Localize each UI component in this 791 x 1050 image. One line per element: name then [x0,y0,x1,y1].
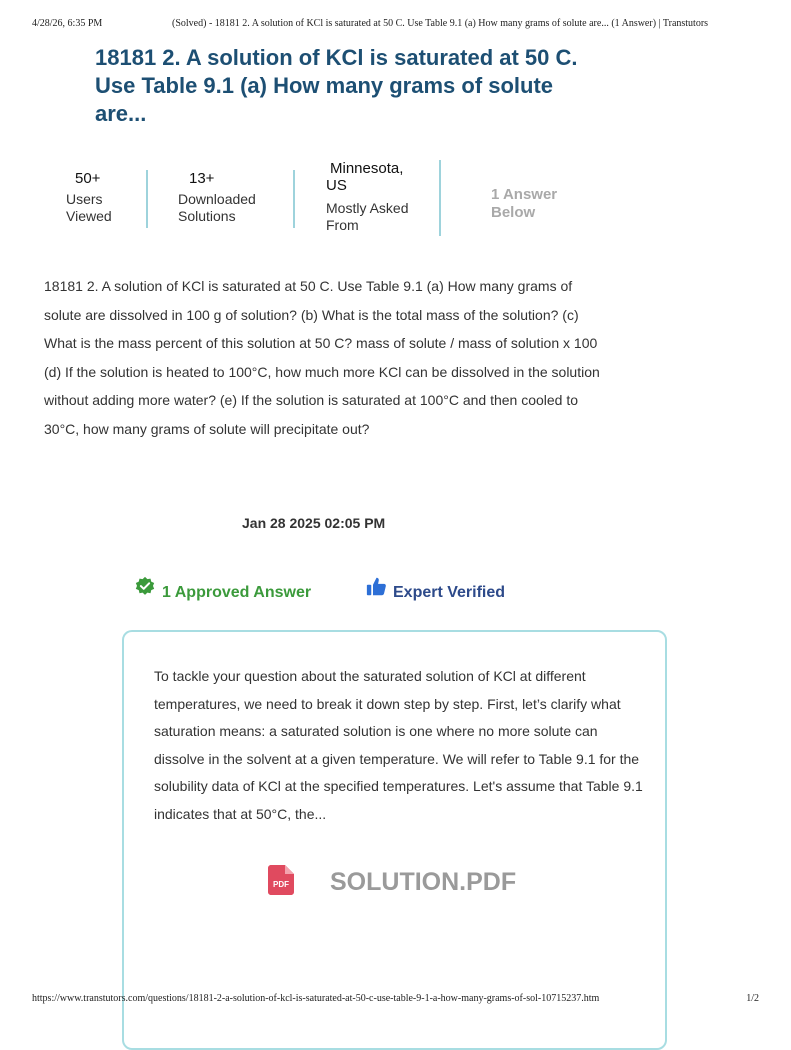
stat-location [326,160,426,234]
check-badge-icon [134,576,156,603]
print-page-number: 1/2 [746,993,759,1004]
stat-divider [439,160,441,236]
location-label: Mostly Asked From [326,200,409,233]
stat-divider [293,170,295,228]
stat-divider [146,170,148,228]
pdf-icon-text: PDF [273,880,289,889]
page-title: 18181 2. A solution of KCl is saturated at 50 C. Use Table 9.1 (a) How many grams of solute are... [95,45,578,126]
answer-preview-text: To tackle your question about the saturated solution of KCl at different temperatures, we need to break it down step by step. First, let’s clarify what saturation means: a saturated solution is one where no more solute can dissolve in the solvent at a given temperature. We will refer to Table 9.1 for the solubility data of KCl at the specified temperatures. Let's assume that Table 9.1 indicates that at 50°C, the... [154,668,643,822]
pdf-file-icon [268,865,294,900]
stat-downloaded [178,170,278,225]
solution-pdf-link[interactable] [268,865,516,900]
thumbs-up-icon [366,576,387,602]
location-value: Minnesota, US [326,160,404,194]
question-text: 18181 2. A solution of KCl is saturated at 50 C. Use Table 9.1 (a) How many grams of solute are dissolved in 100 g of solution? (b) What is the total mass of the solution? (c) What is the mass percent of this solution at 50 C? mass of solute / mass of solution x 100 (d) If the solution is heated to 100°C, how much more KCl can be dissolved in the solution without adding more water? (e) If the solution is saturated at 100°C and then cooled to 30°C, how many grams of solute will precipitate out? [44,278,600,437]
approved-answer-badge [134,576,311,603]
viewed-count: 50+ [75,170,101,187]
stat-users-viewed [66,170,136,225]
print-page-title: (Solved) - 18181 2. A solution of KCl is saturated at 50 C. Use Table 9.1 (a) How many grams of solute are... (1 Answer) | Transtutors [172,18,709,29]
print-url: https://www.transtutors.com/questions/18181-2-a-solution-of-kcl-is-saturated-at-50-c-use-table-9-1-a-how-many-grams-of-sol-10715237.htm [32,993,600,1004]
expert-verified-badge [366,576,505,602]
solution-pdf-label[interactable]: SOLUTION.PDF [330,868,517,896]
viewed-label: Users Viewed [66,191,112,224]
answer-below-link[interactable]: 1 Answer Below [491,186,558,221]
downloaded-label: Downloaded Solutions [178,191,256,224]
downloaded-count: 13+ [189,170,215,187]
expert-verified-label: Expert Verified [393,584,506,601]
stats-bar [0,160,791,240]
answer-timestamp: Jan 28 2025 02:05 PM [242,515,386,531]
approved-answer-label: 1 Approved Answer [162,584,312,601]
print-date: 4/28/26, 6:35 PM [32,18,103,29]
